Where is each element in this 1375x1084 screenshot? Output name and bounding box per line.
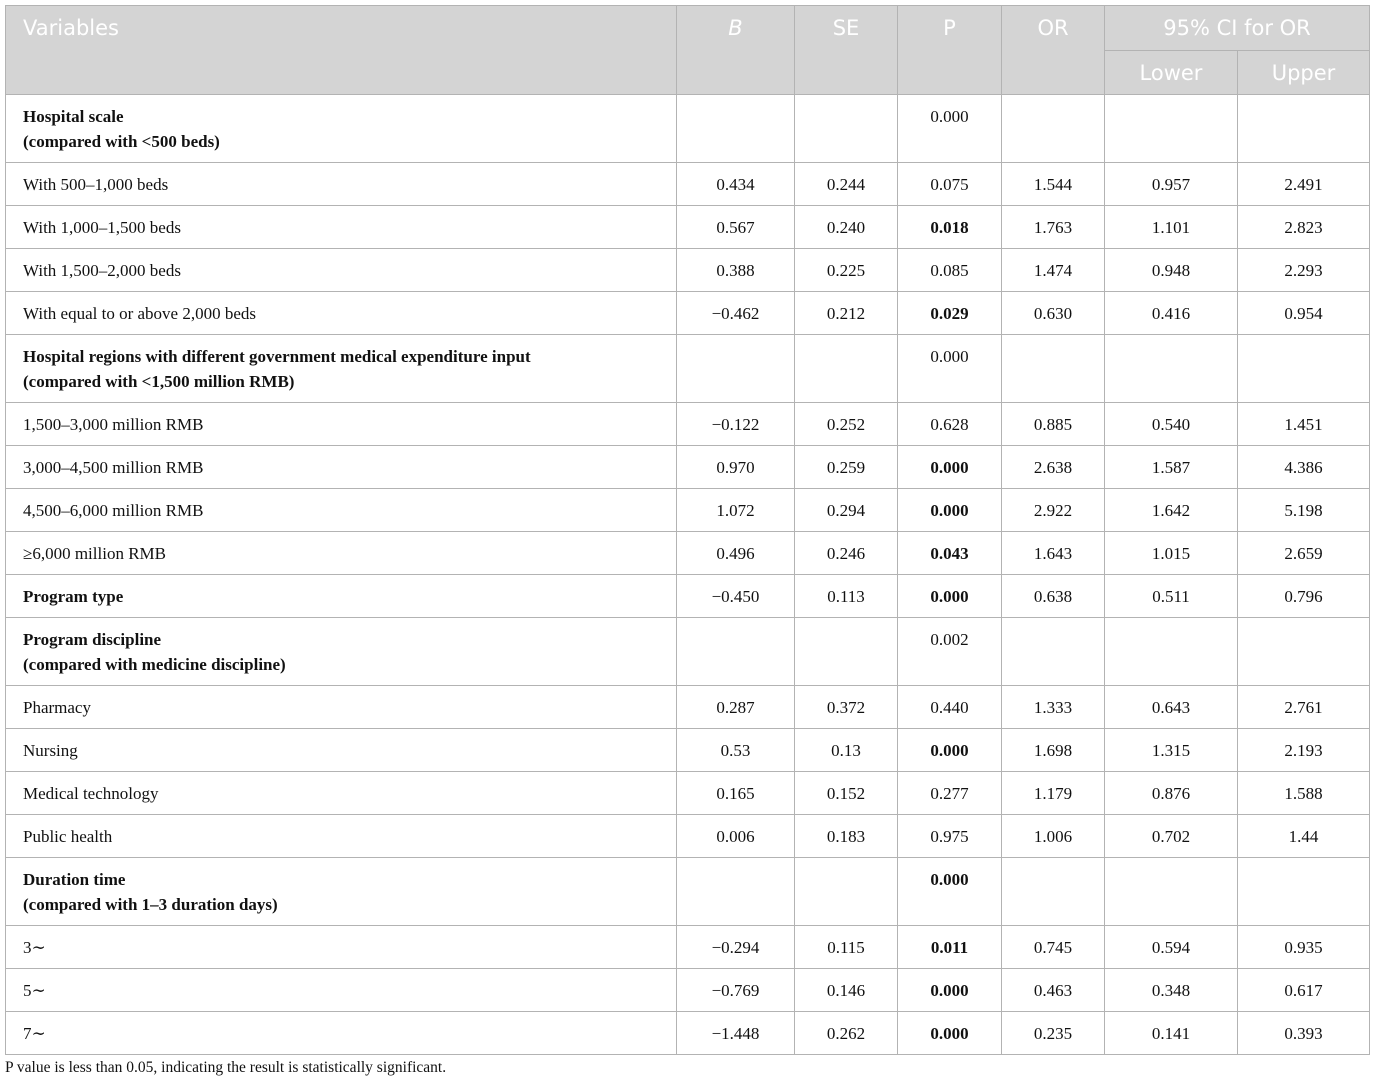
cell-b: 0.434 [677, 163, 795, 206]
cell-or: 0.630 [1002, 292, 1105, 335]
cell-ci-lower: 0.348 [1105, 969, 1238, 1012]
cell-ci-upper: 0.796 [1238, 575, 1370, 618]
cell-ci-upper [1238, 335, 1370, 403]
cell-ci-lower: 1.587 [1105, 446, 1238, 489]
cell-se: 0.240 [795, 206, 898, 249]
cell-variable [6, 858, 677, 926]
cell-variable [6, 95, 677, 163]
cell-p: 0.628 [898, 403, 1002, 446]
cell-p: 0.011 [898, 926, 1002, 969]
cell-ci-upper: 5.198 [1238, 489, 1370, 532]
cell-variable [6, 1012, 677, 1055]
cell-variable [6, 618, 677, 686]
cell-p: 0.029 [898, 292, 1002, 335]
cell-ci-lower: 0.540 [1105, 403, 1238, 446]
cell-ci-upper: 0.393 [1238, 1012, 1370, 1055]
cell-se: 0.152 [795, 772, 898, 815]
cell-variable [6, 446, 677, 489]
cell-ci-upper: 2.491 [1238, 163, 1370, 206]
cell-b: 0.388 [677, 249, 795, 292]
variable-comparison: (compared with <1,500 million RMB) [23, 372, 295, 391]
cell-p: 0.000 [898, 335, 1002, 403]
table-row [6, 292, 1370, 335]
table-row [6, 206, 1370, 249]
cell-ci-lower [1105, 858, 1238, 926]
table-row [6, 815, 1370, 858]
cell-variable [6, 575, 677, 618]
cell-variable [6, 335, 677, 403]
cell-ci-upper [1238, 858, 1370, 926]
cell-ci-lower: 0.141 [1105, 1012, 1238, 1055]
cell-b: −0.122 [677, 403, 795, 446]
cell-se: 0.246 [795, 532, 898, 575]
cell-or: 0.463 [1002, 969, 1105, 1012]
cell-variable [6, 292, 677, 335]
cell-p: 0.043 [898, 532, 1002, 575]
cell-p: 0.000 [898, 95, 1002, 163]
header-b: B [677, 6, 795, 95]
cell-se: 0.294 [795, 489, 898, 532]
cell-ci-upper: 4.386 [1238, 446, 1370, 489]
variable-comparison: (compared with 1–3 duration days) [23, 895, 278, 914]
cell-ci-upper [1238, 95, 1370, 163]
cell-se [795, 95, 898, 163]
cell-or: 0.638 [1002, 575, 1105, 618]
variable-name: 7∼ [23, 1024, 46, 1043]
cell-b [677, 335, 795, 403]
cell-ci-upper [1238, 618, 1370, 686]
cell-variable [6, 969, 677, 1012]
cell-variable [6, 489, 677, 532]
table-row [6, 1012, 1370, 1055]
cell-or [1002, 95, 1105, 163]
cell-ci-lower: 0.594 [1105, 926, 1238, 969]
table-group-row [6, 618, 1370, 686]
table-group-row [6, 95, 1370, 163]
table-footnote: P value is less than 0.05, indicating the result is statistically significant. [5, 1059, 447, 1076]
cell-ci-upper: 2.293 [1238, 249, 1370, 292]
cell-p: 0.000 [898, 446, 1002, 489]
table-body [6, 95, 1370, 1055]
cell-b: −1.448 [677, 1012, 795, 1055]
cell-ci-lower: 1.642 [1105, 489, 1238, 532]
table-row [6, 969, 1370, 1012]
cell-se: 0.113 [795, 575, 898, 618]
cell-se [795, 618, 898, 686]
table-row [6, 772, 1370, 815]
cell-p: 0.085 [898, 249, 1002, 292]
cell-variable [6, 772, 677, 815]
cell-b: 0.970 [677, 446, 795, 489]
cell-p: 0.000 [898, 729, 1002, 772]
table-row [6, 532, 1370, 575]
cell-ci-upper: 0.935 [1238, 926, 1370, 969]
variable-name: Program discipline [23, 630, 162, 649]
cell-ci-upper: 0.954 [1238, 292, 1370, 335]
cell-p: 0.975 [898, 815, 1002, 858]
variable-name: 5∼ [23, 981, 46, 1000]
cell-ci-upper: 1.588 [1238, 772, 1370, 815]
cell-variable [6, 532, 677, 575]
cell-b: 0.567 [677, 206, 795, 249]
cell-ci-lower: 1.101 [1105, 206, 1238, 249]
cell-ci-upper: 0.617 [1238, 969, 1370, 1012]
cell-or: 1.763 [1002, 206, 1105, 249]
cell-ci-lower: 0.702 [1105, 815, 1238, 858]
cell-ci-upper: 2.823 [1238, 206, 1370, 249]
variable-name: 4,500–6,000 million RMB [23, 501, 204, 520]
regression-table-container [5, 5, 1369, 1055]
cell-p: 0.000 [898, 969, 1002, 1012]
cell-ci-upper: 2.193 [1238, 729, 1370, 772]
cell-variable [6, 206, 677, 249]
variable-name: ≥6,000 million RMB [23, 544, 166, 563]
cell-ci-lower: 0.416 [1105, 292, 1238, 335]
cell-ci-lower [1105, 618, 1238, 686]
cell-b: −0.450 [677, 575, 795, 618]
cell-p: 0.075 [898, 163, 1002, 206]
cell-or [1002, 858, 1105, 926]
table-row [6, 163, 1370, 206]
cell-or: 0.885 [1002, 403, 1105, 446]
table-row [6, 489, 1370, 532]
variable-name: Medical technology [23, 784, 159, 803]
cell-se: 0.244 [795, 163, 898, 206]
cell-b [677, 618, 795, 686]
cell-p: 0.002 [898, 618, 1002, 686]
cell-ci-lower: 1.315 [1105, 729, 1238, 772]
cell-or: 2.638 [1002, 446, 1105, 489]
cell-se: 0.13 [795, 729, 898, 772]
cell-b: −0.462 [677, 292, 795, 335]
header-upper: Upper [1238, 51, 1370, 95]
table-row [6, 403, 1370, 446]
cell-b: 1.072 [677, 489, 795, 532]
header-se: SE [795, 6, 898, 95]
variable-comparison: (compared with medicine discipline) [23, 655, 286, 674]
variable-name: Hospital regions with different government medical expenditure input [23, 347, 531, 366]
cell-or: 1.698 [1002, 729, 1105, 772]
cell-se: 0.115 [795, 926, 898, 969]
cell-ci-lower: 0.948 [1105, 249, 1238, 292]
cell-ci-upper: 2.659 [1238, 532, 1370, 575]
cell-b: 0.006 [677, 815, 795, 858]
cell-ci-lower [1105, 335, 1238, 403]
cell-or: 1.179 [1002, 772, 1105, 815]
cell-se [795, 335, 898, 403]
cell-ci-lower: 0.643 [1105, 686, 1238, 729]
cell-variable [6, 926, 677, 969]
header-or: OR [1002, 6, 1105, 95]
table-row [6, 575, 1370, 618]
variable-name: Public health [23, 827, 113, 846]
table-group-row [6, 335, 1370, 403]
variable-name: With equal to or above 2,000 beds [23, 304, 257, 323]
cell-p: 0.000 [898, 489, 1002, 532]
variable-name: 1,500–3,000 million RMB [23, 415, 204, 434]
cell-p: 0.018 [898, 206, 1002, 249]
variable-name: 3∼ [23, 938, 46, 957]
variable-name: Pharmacy [23, 698, 91, 717]
cell-ci-lower: 1.015 [1105, 532, 1238, 575]
header-lower: Lower [1105, 51, 1238, 95]
cell-b: −0.769 [677, 969, 795, 1012]
cell-se: 0.183 [795, 815, 898, 858]
cell-b: 0.287 [677, 686, 795, 729]
header-variables: Variables [6, 6, 677, 95]
cell-variable [6, 686, 677, 729]
cell-b [677, 858, 795, 926]
cell-or [1002, 618, 1105, 686]
table-header [6, 6, 1370, 95]
cell-p: 0.000 [898, 858, 1002, 926]
cell-ci-lower: 0.511 [1105, 575, 1238, 618]
regression-table [5, 5, 1370, 1055]
table-row [6, 249, 1370, 292]
cell-or: 1.474 [1002, 249, 1105, 292]
table-row [6, 686, 1370, 729]
cell-or: 1.643 [1002, 532, 1105, 575]
cell-ci-upper: 1.451 [1238, 403, 1370, 446]
variable-name: With 1,000–1,500 beds [23, 218, 181, 237]
cell-b: 0.165 [677, 772, 795, 815]
variable-comparison: (compared with <500 beds) [23, 132, 220, 151]
cell-ci-upper: 1.44 [1238, 815, 1370, 858]
table-row [6, 926, 1370, 969]
cell-se: 0.146 [795, 969, 898, 1012]
variable-name: With 500–1,000 beds [23, 175, 169, 194]
cell-b: 0.53 [677, 729, 795, 772]
cell-se: 0.252 [795, 403, 898, 446]
cell-b: −0.294 [677, 926, 795, 969]
cell-se: 0.259 [795, 446, 898, 489]
cell-ci-lower: 0.957 [1105, 163, 1238, 206]
variable-name: Nursing [23, 741, 78, 760]
header-p: P [898, 6, 1002, 95]
cell-b [677, 95, 795, 163]
cell-or: 1.544 [1002, 163, 1105, 206]
variable-name: With 1,500–2,000 beds [23, 261, 181, 280]
cell-p: 0.277 [898, 772, 1002, 815]
cell-or [1002, 335, 1105, 403]
variable-name: 3,000–4,500 million RMB [23, 458, 204, 477]
cell-se: 0.372 [795, 686, 898, 729]
cell-variable [6, 815, 677, 858]
table-group-row [6, 858, 1370, 926]
cell-ci-lower: 0.876 [1105, 772, 1238, 815]
cell-variable [6, 249, 677, 292]
variable-name: Duration time [23, 870, 126, 889]
cell-se: 0.212 [795, 292, 898, 335]
variable-name: Hospital scale [23, 107, 124, 126]
cell-se: 0.225 [795, 249, 898, 292]
cell-variable [6, 729, 677, 772]
cell-or: 1.006 [1002, 815, 1105, 858]
variable-name: Program type [23, 587, 124, 606]
cell-p: 0.000 [898, 1012, 1002, 1055]
cell-ci-lower [1105, 95, 1238, 163]
cell-variable [6, 163, 677, 206]
cell-or: 0.745 [1002, 926, 1105, 969]
cell-p: 0.440 [898, 686, 1002, 729]
cell-b: 0.496 [677, 532, 795, 575]
cell-p: 0.000 [898, 575, 1002, 618]
cell-or: 2.922 [1002, 489, 1105, 532]
cell-se [795, 858, 898, 926]
cell-ci-upper: 2.761 [1238, 686, 1370, 729]
cell-or: 1.333 [1002, 686, 1105, 729]
cell-variable [6, 403, 677, 446]
header-ci: 95% CI for OR [1105, 6, 1370, 51]
cell-se: 0.262 [795, 1012, 898, 1055]
table-row [6, 729, 1370, 772]
table-row [6, 446, 1370, 489]
cell-or: 0.235 [1002, 1012, 1105, 1055]
